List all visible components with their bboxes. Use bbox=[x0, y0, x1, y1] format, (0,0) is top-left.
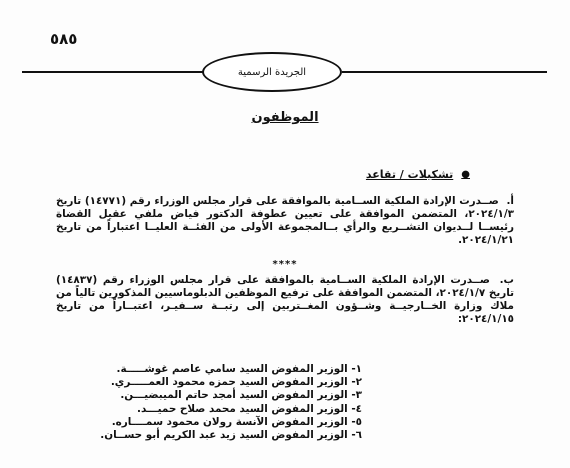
subsection-heading-text: تشكيلات / تقاعد bbox=[365, 168, 454, 181]
ambassador-list bbox=[100, 363, 362, 442]
list-item: ٦- الوزير المفوض السيد زيد عبد الكريم أبو حســان. bbox=[100, 429, 362, 442]
list-item: ١- الوزير المفوض السيد سامي عاصم غوشـــــة. bbox=[116, 363, 362, 375]
list-item: ٣- الوزير المفوض السيد أمجد حاتم الميبضيـــن. bbox=[120, 389, 362, 402]
paragraph-a bbox=[56, 195, 514, 247]
page-number: ٥٨٥ bbox=[50, 30, 78, 48]
list-item: ٤- الوزير المفوض السيد محمد صلاح حميـــد. bbox=[137, 402, 362, 415]
gazette-label: الجريدة الرسمية bbox=[237, 66, 307, 78]
gazette-title-ellipse bbox=[202, 52, 342, 92]
paragraph-b-text: صــدرت الإرادة الملكية الســامية بالموافقة على قرار مجلس الوزراء رقم (١٤٨٣٧) تاريخ ٢٠٢٤/١/٧، المتضمن الموافقة على ترفيع الموظفين الدبلوماسيين المذكورين تالياً من ملاك وزارة الخــارجيــة وشــؤون المغــتربين إلى رتبــة ســفيـر، اعتبــاراً من تاريخ ٢٠٢٤/١/١٥: bbox=[56, 274, 515, 325]
section-title: الموظفون bbox=[251, 110, 319, 125]
paragraph-b bbox=[56, 274, 514, 326]
header-rule-left bbox=[22, 71, 204, 73]
separator-stars: **** bbox=[272, 259, 298, 270]
bullet-icon: ● bbox=[461, 169, 470, 180]
header-rule-right bbox=[342, 71, 547, 73]
paragraph-a-marker: أ. bbox=[506, 195, 514, 207]
paragraph-b-marker: ب. bbox=[499, 274, 514, 286]
list-item: ٢- الوزير المفوض السيد حمزه محمود العمـــــري. bbox=[110, 376, 362, 389]
list-item: ٥- الوزير المفوض الآنسة رولان محمود سمــــاره. bbox=[111, 415, 362, 428]
paragraph-a-text: صــدرت الإرادة الملكية الســامية بالموافقة على قرار مجلس الوزراء رقم (١٤٧٧١) تاريخ ٢٠٢٤/١/٣، المتضمن الموافقة على تعيين عطوفة الدكتور فياض ملفي عقيل القضاة رئيســا لــديوان التشــريع والرأي بــالمجموعة الأولى من الفئــة العليــا اعتباراً من تاريخ ٢٠٢٤/١/٢١. bbox=[56, 195, 514, 246]
subsection-heading bbox=[366, 168, 470, 181]
